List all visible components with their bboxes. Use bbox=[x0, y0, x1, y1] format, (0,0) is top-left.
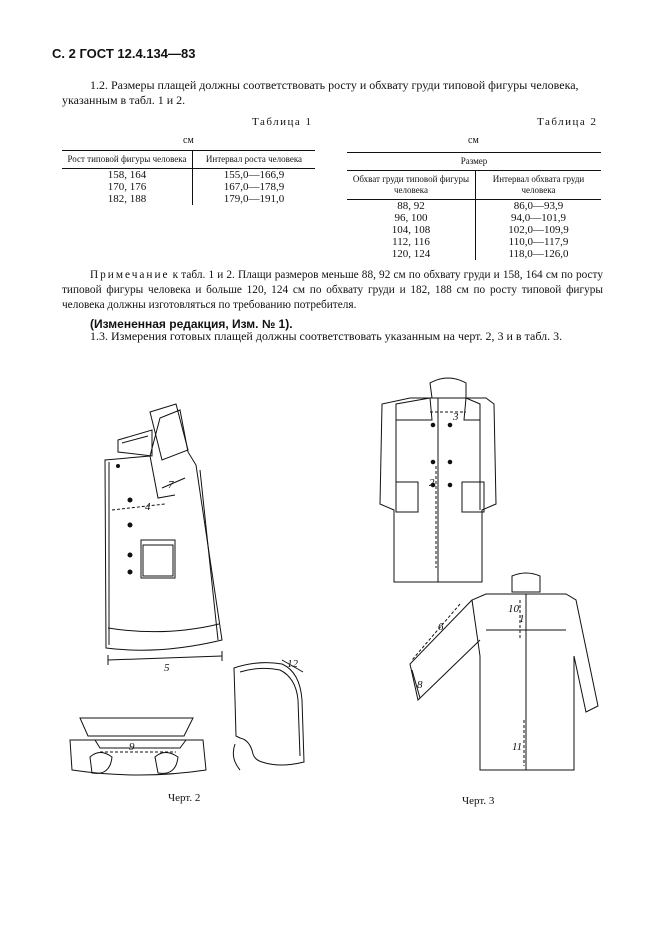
table1-header-height: Рост типовой фигуры человека bbox=[62, 151, 193, 169]
fig2-label-9: 9 bbox=[129, 741, 135, 753]
table2-cell: 112, 116 bbox=[347, 236, 476, 248]
fig3-label-3: 3 bbox=[453, 411, 459, 423]
fig3-label-11: 11 bbox=[512, 741, 523, 753]
table2-cell: 110,0—117,9 bbox=[508, 236, 569, 248]
note-text: к табл. 1 и 2. Плащи размеров меньше 88, 92 см по обхвату груди и 158, 164 см по росту типовой фигуры человека и больше 120, 124 см по обхвату груди и 182, 188 см по росту типовой фигуры человека должны изготовляться по требованию потребителя. bbox=[62, 269, 603, 311]
table2-header-chest: Обхват груди типовой фигуры человека bbox=[347, 171, 476, 200]
table1-cell: 182, 188 bbox=[62, 193, 193, 205]
fig2-caption: Черт. 2 bbox=[168, 792, 201, 804]
table2-group-header: Размер bbox=[460, 156, 488, 166]
fig2-label-7: 7 bbox=[168, 479, 174, 491]
fig3-label-6: 6 bbox=[438, 621, 444, 633]
fig2-label-12: 12 bbox=[287, 658, 298, 670]
fig2-label-5: 5 bbox=[164, 662, 170, 674]
page-header: С. 2 ГОСТ 12.4.134—83 bbox=[52, 46, 196, 61]
table1-cell: 179,0—191,0 bbox=[223, 193, 285, 205]
table1-cell: 167,0—178,9 bbox=[223, 181, 285, 193]
table2-cell: 96, 100 bbox=[347, 212, 476, 224]
note-lead: Примечание bbox=[90, 269, 170, 281]
fig3-caption: Черт. 3 bbox=[462, 795, 495, 807]
table2-cell: 104, 108 bbox=[347, 224, 476, 236]
table1-caption: Таблица 1 bbox=[252, 116, 313, 128]
fig2-label-4: 4 bbox=[145, 501, 151, 513]
fig3-label-1: 1 bbox=[519, 613, 525, 625]
table2-cell: 120, 124 bbox=[347, 248, 476, 260]
table2-header-interval: Интервал обхвата груди человека bbox=[492, 174, 585, 195]
paragraph-1-3: 1.3. Измерения готовых плащей должны соответствовать указанным на черт. 2, 3 и в табл. 3. bbox=[90, 329, 563, 343]
table2-cell: 86,0—93,9 bbox=[513, 200, 564, 212]
table2-cell: 94,0—101,9 bbox=[511, 212, 566, 224]
table1-cell: 158, 164 bbox=[62, 169, 193, 182]
table1-cell: 155,0—166,9 bbox=[223, 169, 285, 181]
fig3-label-8: 8 bbox=[417, 679, 423, 691]
table2-cell: 102,0—109,9 bbox=[508, 224, 569, 236]
table1-cell: 170, 176 bbox=[62, 181, 193, 193]
table2-cell: 88, 92 bbox=[347, 200, 476, 213]
amendment-note: (Измененная редакция, Изм. № 1). bbox=[90, 317, 293, 331]
paragraph-1-2: 1.2. Размеры плащей должны соответствовать росту и обхвату груди типовой фигуры человека, указанным в табл. 1 и 2. bbox=[62, 78, 579, 107]
table1-header-interval: Интервал роста человека bbox=[205, 154, 303, 164]
table2-cell: 118,0—126,0 bbox=[508, 248, 569, 260]
table2-caption: Таблица 2 bbox=[537, 116, 598, 128]
fig3-label-10: 10 bbox=[508, 603, 519, 615]
table1-units: см bbox=[183, 135, 194, 146]
fig3-label-2: 2 bbox=[429, 477, 435, 489]
table2-units: см bbox=[468, 135, 479, 146]
